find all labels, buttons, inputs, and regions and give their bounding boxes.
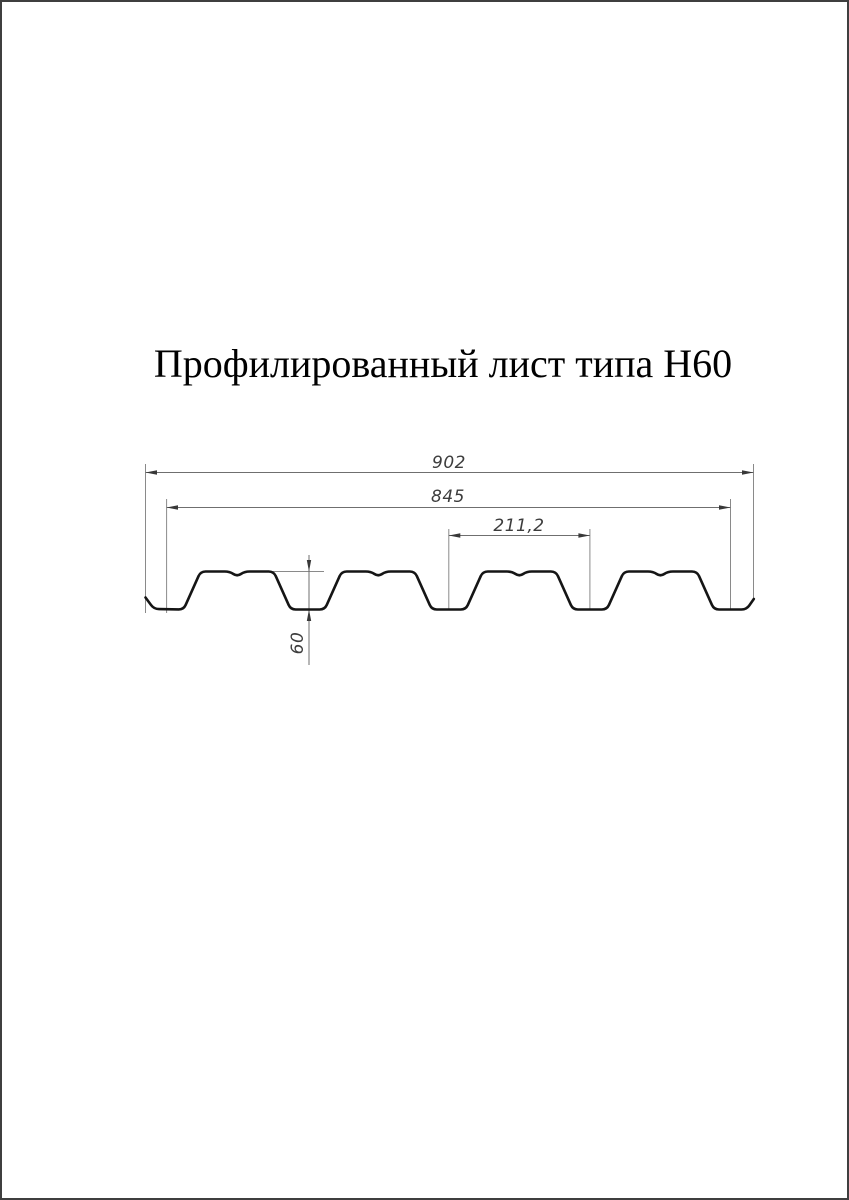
arrowhead-up [307, 610, 311, 622]
dimension-rib-pitch [449, 516, 590, 609]
dimension-value-rib-pitch: 211,2 [493, 516, 545, 536]
drawing-title: Профилированный лист типа Н60 [153, 341, 733, 386]
sheet-profile-outline [146, 572, 754, 610]
dimension-value-profile-height: 60 [288, 631, 308, 655]
dimension-value-working-width: 845 [431, 487, 465, 507]
arrowhead-left [449, 533, 461, 538]
arrowhead-right [742, 470, 754, 475]
profile-drawing [2, 2, 849, 1200]
arrowhead-left [146, 470, 158, 475]
arrowhead-left [167, 505, 178, 510]
arrowhead-right [719, 505, 731, 510]
dimension-overall-width [146, 453, 754, 613]
arrowhead-down [307, 560, 311, 572]
dimension-value-overall-width: 902 [432, 453, 466, 473]
arrowhead-right [578, 533, 590, 538]
